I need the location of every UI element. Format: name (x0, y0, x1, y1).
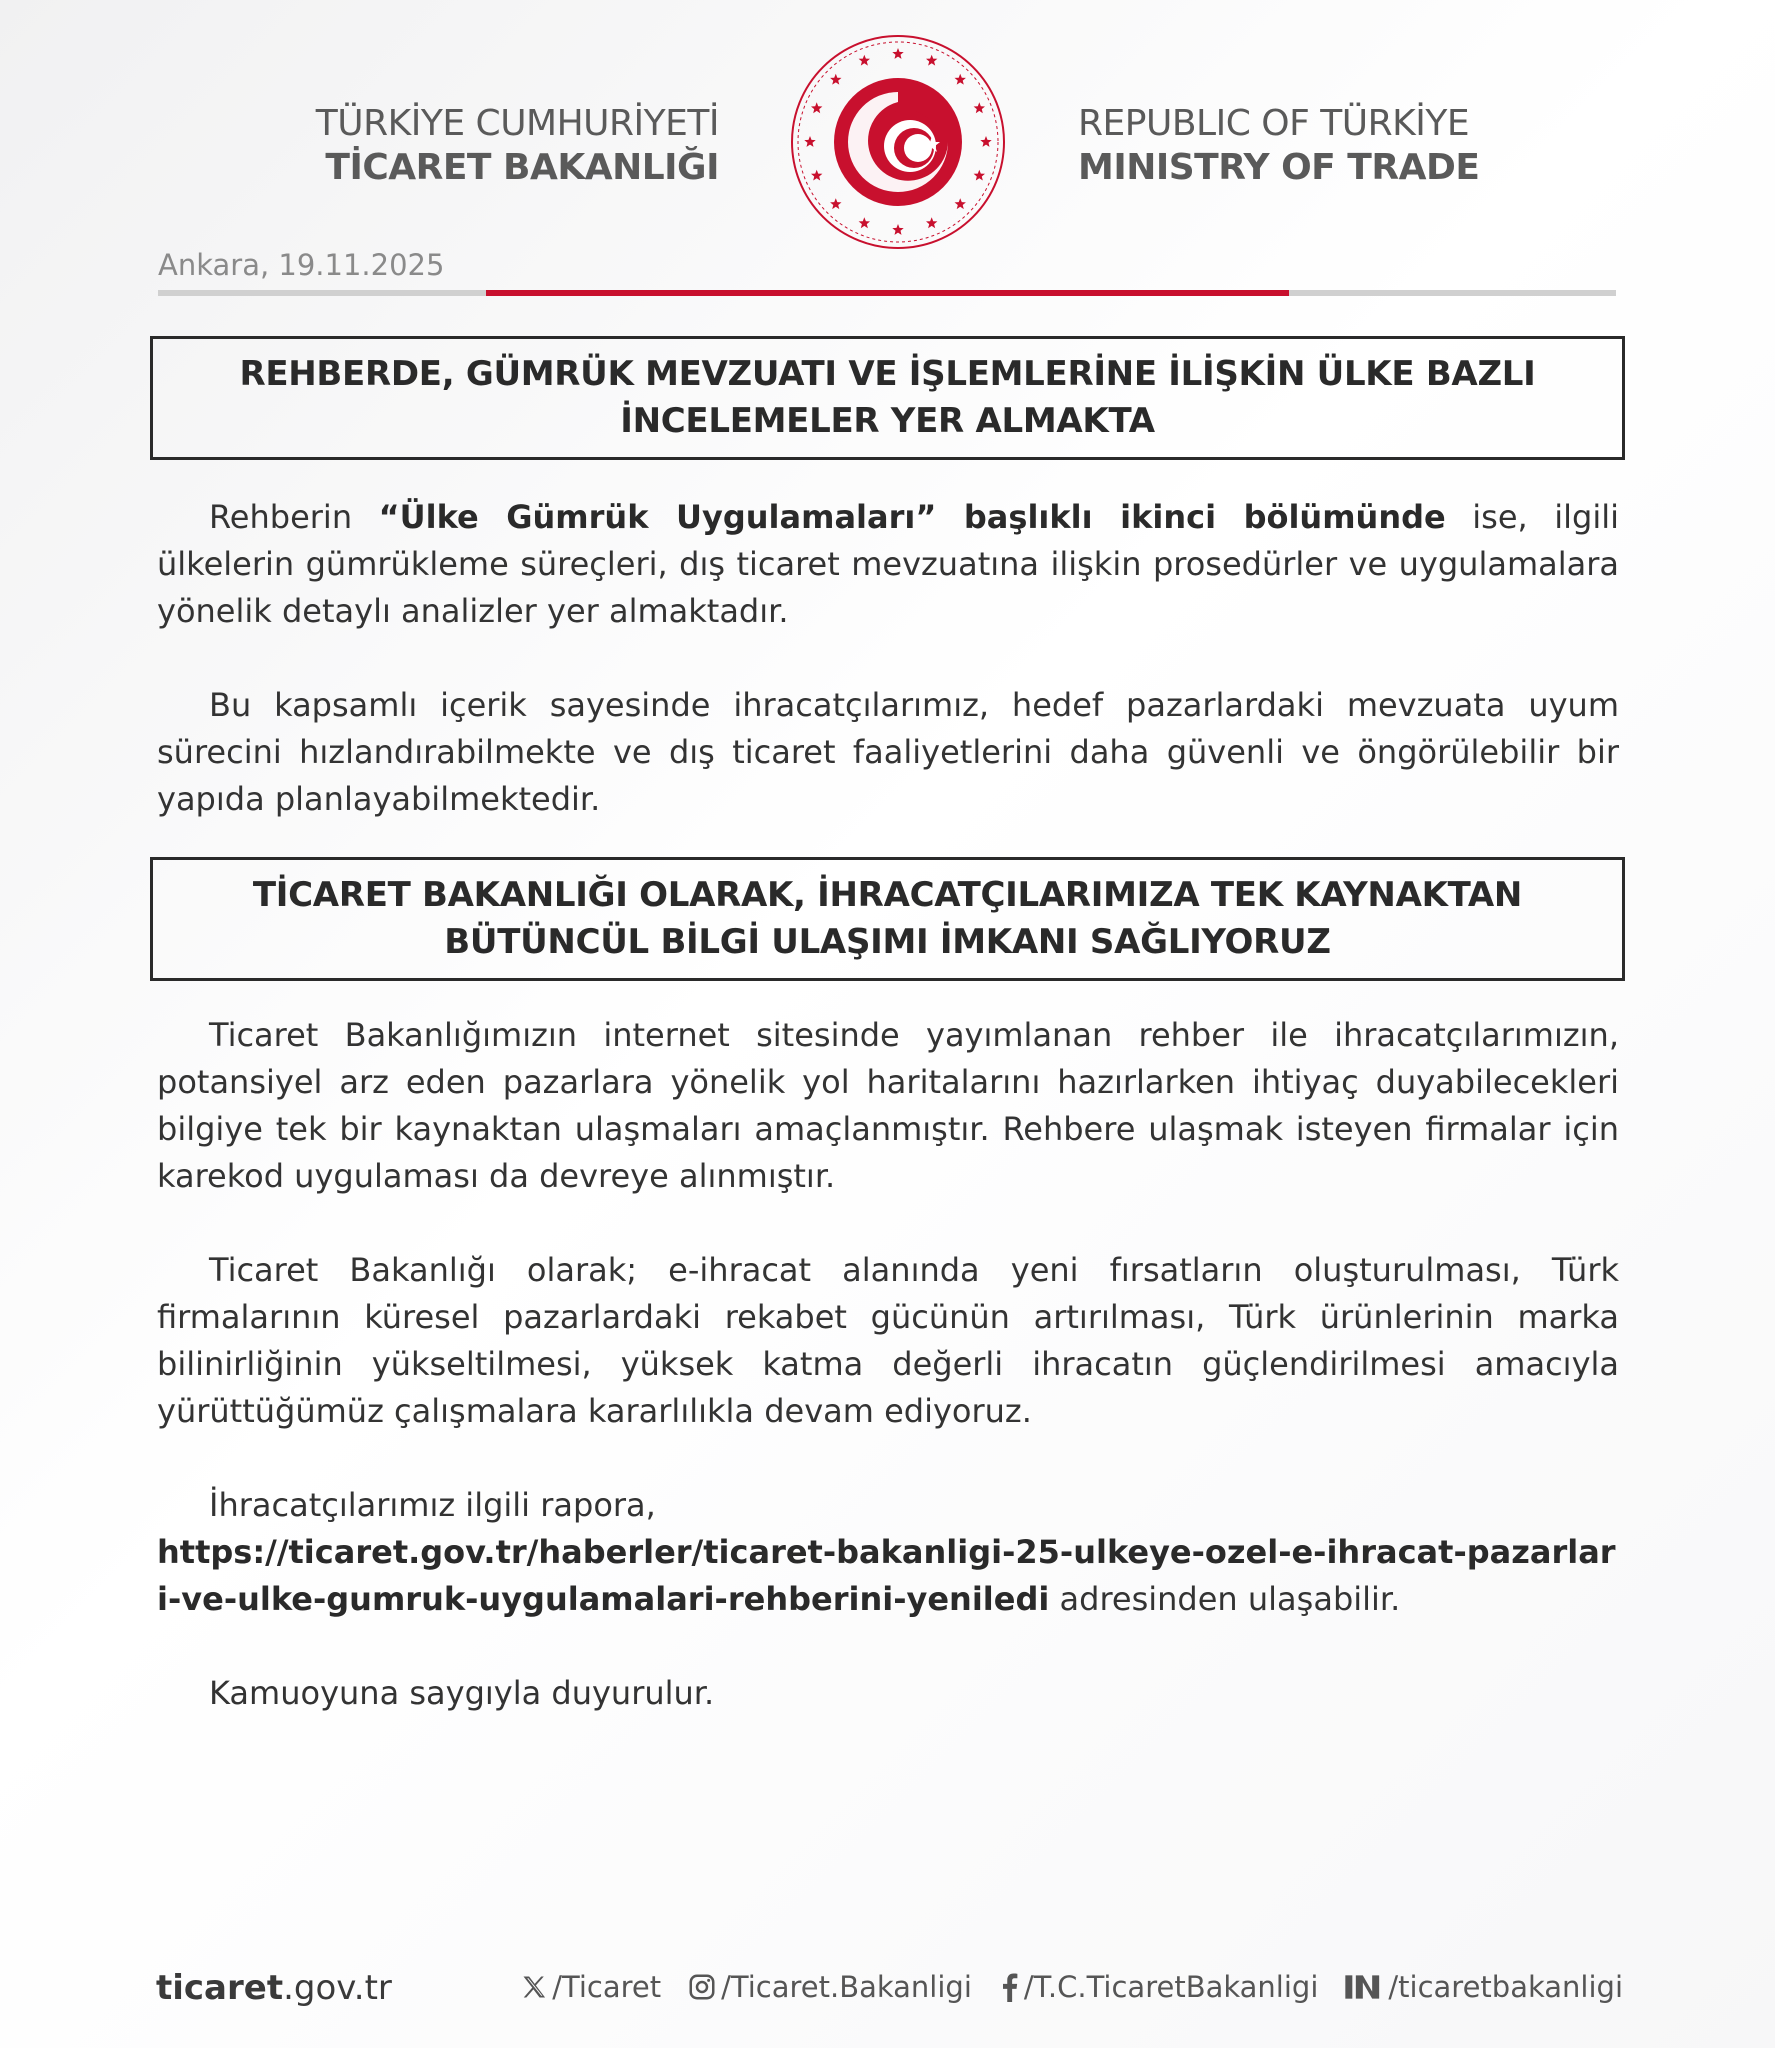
seal-star (974, 170, 985, 181)
paragraph-4: Ticaret Bakanlığı olarak; e-ihracat alanında yeni fırsatların oluşturulması, Türk firmalarının küresel pazarlardaki rekabet gücünün artırılması, Türk ürünlerinin marka bilinirliğinin yükseltilmesi, yüksek katma değerli ihracatın güçlendirilmesi amacıyla yürüttüğümüz çalışmalara kararlılıkla devam ediyoruz. (157, 1251, 1619, 1430)
social-nsosyal-label: /ticaretbakanligi (1388, 1970, 1623, 2004)
social-facebook-label: /T.C.TicaretBakanligi (1023, 1970, 1319, 2004)
seal-star (859, 55, 870, 66)
social-x[interactable] (520, 1970, 661, 2004)
date-line: Ankara, 19.11.2025 (158, 248, 445, 282)
x-icon (520, 1973, 548, 2001)
ministry-seal-icon (788, 32, 1008, 252)
seal-star (804, 136, 815, 147)
paragraph1-pre: Rehberin (209, 498, 379, 536)
header-divider-accent (486, 290, 1289, 296)
social-links (520, 1970, 1623, 2004)
seal-star (892, 48, 903, 59)
section1-title-line1: REHBERDE, GÜMRÜK MEVZUATI VE İŞLEMLERİNE İLİŞKİN ÜLKE BAZLI (239, 354, 1536, 394)
seal-star (980, 136, 991, 147)
seal-star (811, 170, 822, 181)
seal-star (830, 198, 841, 209)
letterhead (0, 30, 1775, 260)
seal-star (926, 217, 937, 228)
seal-star (892, 224, 903, 235)
section-heading-1 (150, 336, 1625, 460)
header-right-line2: MINISTRY OF TRADE (1078, 147, 1480, 188)
site-bold: ticaret (156, 1968, 284, 2008)
site-rest: .gov.tr (283, 1968, 392, 2008)
paragraph-3: Ticaret Bakanlığımızın internet sitesinde yayımlanan rehber ile ihracatçılarımızın, potansiyel arz eden pazarlara yönelik yol haritalarını hazırlarken ihtiyaç duyabilecekleri bilgiye tek bir kaynaktan ulaşmaları amaçlanmıştır. Rehbere ulaşmak isteyen firmalar için karekod uygulaması da devreye alınmıştır. (157, 1016, 1619, 1195)
section1-title-line2: İNCELEMELER YER ALMAKTA (620, 401, 1155, 441)
paragraph1-post: ise, ilgili ülkelerin gümrükleme süreçleri, dış ticaret mevzuatına ilişkin prosedürler ve uygulamalara yönelik detaylı analizler yer almaktadır. (157, 498, 1620, 630)
paragraph1-bold: “Ülke Gümrük Uygulamaları” başlıklı ikinci bölümünde (378, 498, 1446, 536)
section2-title-line1: TİCARET BAKANLIĞI OLARAK, İHRACATÇILARIMIZA TEK KAYNAKTAN (252, 875, 1523, 915)
footer (0, 1968, 1775, 2018)
paragraph-2: Bu kapsamlı içerik sayesinde ihracatçılarımız, hedef pazarlardaki mevzuata uyum sürecini hızlandırabilmekte ve dış ticaret faaliyetlerini daha güvenli ve öngörülebilir bir yapıda planlayabilmektedir. (157, 686, 1619, 818)
instagram-icon (687, 1972, 717, 2002)
seal-star (955, 198, 966, 209)
social-instagram[interactable] (687, 1970, 972, 2004)
seal-star (811, 102, 822, 113)
paragraph5-post: adresinden ulaşabilir. (1049, 1580, 1401, 1618)
header-left-line2: TİCARET BAKANLIĞI (325, 147, 719, 188)
social-instagram-label: /Ticaret.Bakanligi (721, 1970, 972, 2004)
report-link[interactable]: https://ticaret.gov.tr/haberler/ticaret-bakanligi-25-ulkeye-ozel-e-ihracat-pazarlari-ve-ulke-gumruk-uygulamalari-rehberini-yeniledi (157, 1533, 1616, 1618)
section2-title-line2: BÜTÜNCÜL BİLGİ ULAŞIMI İMKANI SAĞLIYORUZ (444, 922, 1331, 962)
closing-line: Kamuoyuna saygıyla duyurulur. (209, 1674, 715, 1712)
paragraph5-pre: İhracatçılarımız ilgili rapora, (209, 1486, 656, 1524)
seal-star (926, 55, 937, 66)
facebook-icon (998, 1972, 1020, 2002)
header-turkish-title (316, 102, 719, 190)
header-english-title (1078, 102, 1479, 190)
paragraph-5 (157, 1482, 1619, 1623)
seal-star (955, 74, 966, 85)
header-left-line1: TÜRKİYE CUMHURİYETİ (315, 103, 719, 144)
seal-star (974, 102, 985, 113)
header-right-line1: REPUBLIC OF TÜRKİYE (1078, 103, 1470, 144)
website-link[interactable] (156, 1968, 392, 2008)
section-heading-2 (150, 857, 1625, 981)
seal-star (830, 74, 841, 85)
nsosyal-icon (1344, 1973, 1384, 2001)
social-x-label: /Ticaret (552, 1970, 662, 2004)
paragraph-1 (157, 494, 1619, 635)
seal-star (859, 217, 870, 228)
social-nsosyal[interactable] (1344, 1970, 1623, 2004)
social-facebook[interactable] (998, 1970, 1319, 2004)
